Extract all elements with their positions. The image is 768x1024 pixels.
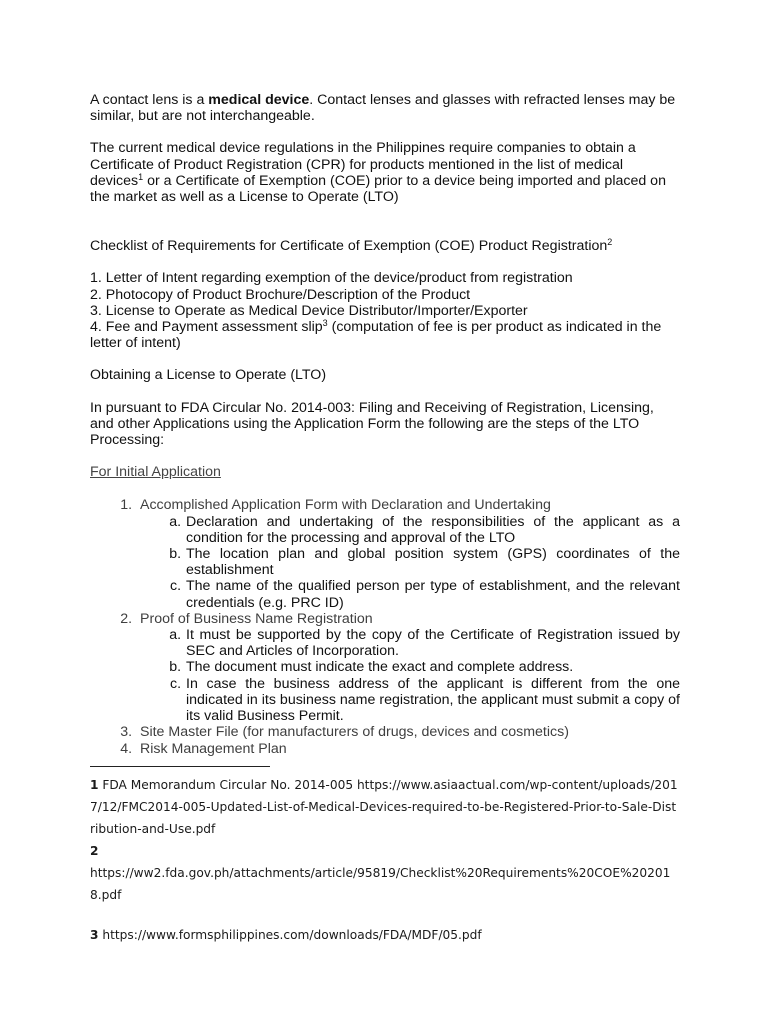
checklist-item xyxy=(90,319,680,351)
lto-pursuant-paragraph: In pursuant to FDA Circular No. 2014-003: Filing and Receiving of Registration, Licensing, and other Applications using the Application Form the following are the steps of the LTO Processing: xyxy=(90,399,654,449)
footnote-number: 3 xyxy=(90,927,99,942)
footnote-ref-2[interactable]: 2 xyxy=(607,237,613,248)
intro-paragraph xyxy=(90,92,680,124)
lto-step-label: Proof of Business Name Registration xyxy=(140,610,373,627)
lto-step: 4. Risk Management Plan xyxy=(136,741,680,757)
lto-substeps xyxy=(140,627,680,724)
footnote-1 xyxy=(90,774,680,840)
initial-application-heading-text: For Initial Application xyxy=(90,464,221,481)
lto-substep: b. The location plan and global position system (GPS) coordinates of the establishment xyxy=(185,546,680,578)
footnote-divider xyxy=(90,766,270,767)
lto-step xyxy=(136,497,680,610)
intro-bold-term: medical device xyxy=(208,92,310,108)
regulations-text-end: or a Certificate of Exemption (COE) prior to a device being imported and placed on the market as well as a License to Operate (LTO) xyxy=(90,172,666,206)
footnote-link[interactable]: https://ww2.fda.gov.ph/attachments/article/95819/Checklist%20Requirements%20COE%202018.pdf xyxy=(90,865,671,902)
intro-text-end: . Contact lenses and glasses with refracted lenses may be similar, but are not interchangeable. xyxy=(90,92,676,125)
lto-substep: a. Declaration and undertaking of the responsibilities of the applicant as a condition for the processing and approval of the LTO xyxy=(185,514,680,546)
checklist-item-4-text: 4. Fee and Payment assessment slip xyxy=(90,319,323,336)
regulations-text: The current medical device regulations in the Philippines require companies to obtain a Certificate of Product Registration (CPR) for products mentioned in the list of medical devices xyxy=(90,140,636,189)
lto-substep: b. The document must indicate the exact and complete address. xyxy=(185,659,680,675)
footnote-ref-3[interactable]: 3 xyxy=(322,318,328,329)
footnote-3 xyxy=(90,924,680,946)
checklist-item: 2. Photocopy of Product Brochure/Description of the Product xyxy=(90,286,471,303)
lto-substep: c. The name of the qualified person per type of establishment, and the relevant credentials (e.g. PRC ID) xyxy=(185,578,680,610)
checklist-item: 3. License to Operate as Medical Device Distributor/Importer/Exporter xyxy=(90,302,528,319)
lto-step-label: Accomplished Application Form with Declaration and Undertaking xyxy=(140,497,551,514)
checklist-item-4-text-end: (computation of fee is per product as indicated in the letter of intent) xyxy=(90,319,662,352)
footnote-link[interactable]: https://www.formsphilippines.com/downloads/FDA/MDF/05.pdf xyxy=(98,927,482,942)
lto-steps-list xyxy=(90,497,680,756)
checklist-title-text: Checklist of Requirements for Certificate of Exemption (COE) Product Registration xyxy=(90,238,608,255)
intro-text: A contact lens is a xyxy=(90,92,209,108)
footnote-2 xyxy=(90,840,680,906)
footnote-ref-1[interactable]: 1 xyxy=(138,171,144,182)
footnote-spacer xyxy=(90,906,680,917)
footnote-number: 2 xyxy=(90,843,99,858)
checklist-title xyxy=(90,238,680,254)
lto-substep: a. It must be supported by the copy of the Certificate of Registration issued by SEC and Articles of Incorporation. xyxy=(185,627,680,659)
checklist-item: 1. Letter of Intent regarding exemption of the device/product from registration xyxy=(90,270,573,287)
lto-heading: Obtaining a License to Operate (LTO) xyxy=(90,367,327,384)
checklist-list xyxy=(90,270,680,351)
initial-application-heading xyxy=(90,464,680,480)
footnote-number: 1 xyxy=(90,777,99,792)
regulations-paragraph xyxy=(90,140,680,205)
lto-step xyxy=(136,611,680,724)
footnote-text[interactable]: FDA Memorandum Circular No. 2014-005 https://www.asiaactual.com/wp-content/uploads/2017/12/FMC2014-005-Updated-List-of-Medical-Devices-required-to-be-Registered-Prior-to-Sale-Distribution-and-Use.pdf xyxy=(90,777,678,836)
lto-step: 3. Site Master File (for manufacturers of drugs, devices and cosmetics) xyxy=(136,724,680,740)
lto-substep: c. In case the business address of the applicant is different from the one indicated in its business name registration, the applicant must submit a copy of its valid Business Permit. xyxy=(185,676,680,725)
lto-substeps xyxy=(140,514,680,611)
